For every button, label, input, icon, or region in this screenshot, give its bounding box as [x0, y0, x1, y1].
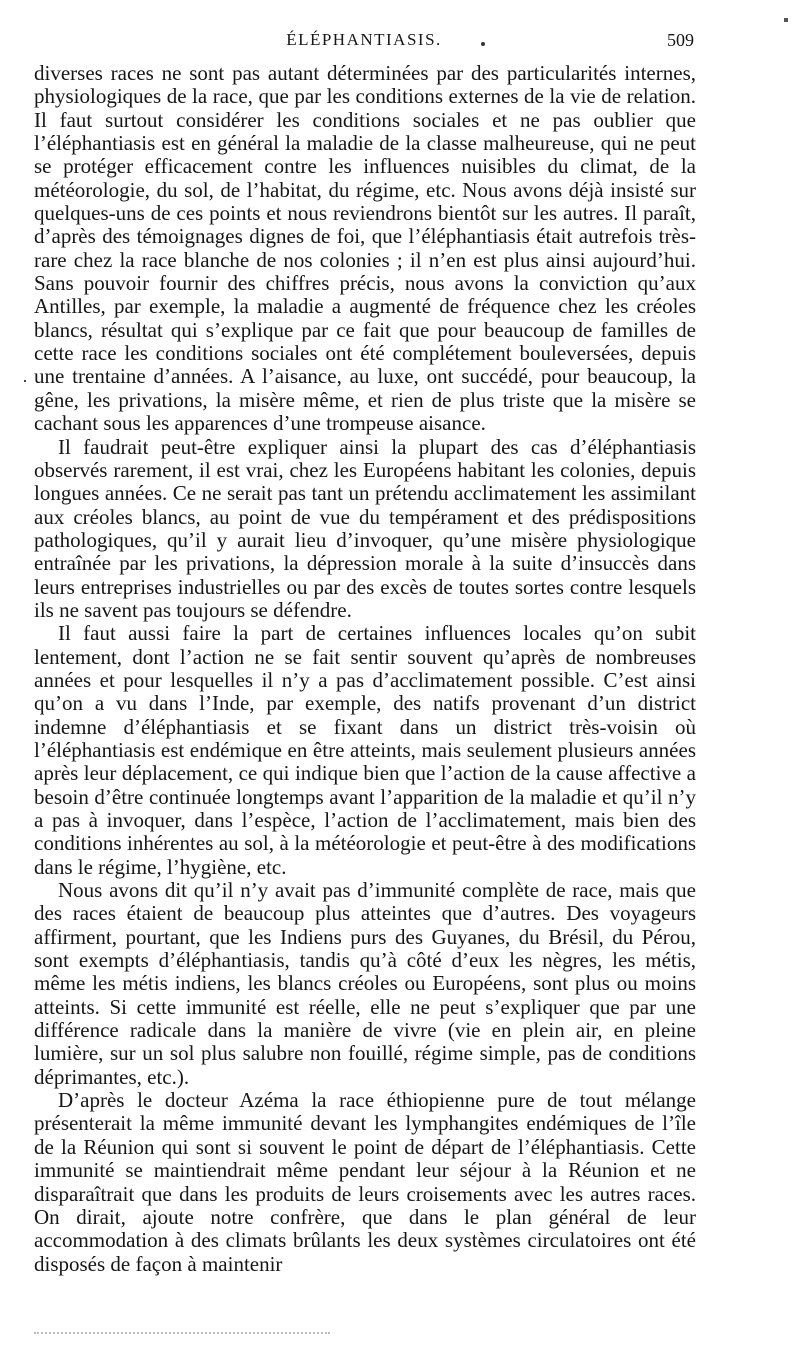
paragraph-continuation: diverses races ne sont pas autant déterminées par des particularités internes, physiologiques de la race, que par les conditions externes de la vie de relation. Il faut surtout considérer les conditions sociales et ne pas oublier que l’éléphantiasis est en général la maladie de la classe malheureuse, qui ne peut se protéger efficacement contre les influences nuisibles du climat, de la météorologie, du sol, de l’habitat, du régime, etc. Nous avons déjà insisté sur quelques-uns de ces points et nous reviendrons bientôt sur les autres. Il paraît, d’après des témoignages dignes de foi, que l’éléphantiasis était autrefois très-rare chez la race blanche de nos colonies ; il n’en est plus ainsi aujourd’hui. Sans pouvoir fournir des chiffres précis, nous avons la conviction qu’aux Antilles, par exemple, la maladie a augmenté de fréquence chez les créoles blancs, résultat qui s’explique par ce fait que pour beaucoup de familles de cette race les conditions sociales ont été complétement bouleversées, depuis une trentaine d’années. A l’aisance, au luxe, ont succédé, pour beaucoup, la gêne, les privations, la misère même, et rien de plus triste que la misère se cachant sous les apparences d’une trompeuse aisance.: [34, 61, 696, 436]
page-header: [34, 28, 694, 56]
paragraph: Il faudrait peut-être expliquer ainsi la plupart des cas d’éléphantiasis observés rarement, il est vrai, chez les Européens habitant les colonies, depuis longues années. Ce ne serait pas tant un prétendu acclimatement les assimilant aux créoles blancs, au point de vue du tempérament et des prédispositions pathologiques, qu’il y aurait lieu d’invoquer, qu’une misère physiologique entraînée par les privations, la dépression morale à la suite d’insuccès dans leurs entreprises industrielles ou par des excès de toutes sortes contre lesquels ils ne savent pas toujours se défendre.: [34, 434, 696, 622]
running-title: ÉLÉPHANTIASIS.: [286, 30, 442, 49]
body-text: [34, 62, 696, 1276]
margin-mark: [784, 18, 788, 22]
paragraph: Il faut aussi faire la part de certaines influences locales qu’on subit lentement, dont l’action ne se fait sentir souvent qu’après de nombreuses années et pour lesquelles il n’y a pas d’acclimatement possible. C’est ainsi qu’on a vu dans l’Inde, par exemple, des natifs provenant d’un district indemne d’éléphantiasis et se fixant dans un district très-voisin où l’éléphantiasis est endémique en être atteints, mais seulement plusieurs années après leur déplacement, ce qui indique bien que l’action de la cause affective a besoin d’être continuée longtemps avant l’apparition de la maladie et qu’il n’y a pas à invoquer, dans l’espèce, l’action de l’acclimatement, mais bien des conditions inhérentes au sol, à la météorologie et peut-être à des modifications dans le régime, l’hygiène, etc.: [34, 621, 696, 879]
paragraph: D’après le docteur Azéma la race éthiopienne pure de tout mélange présenterait la même immunité devant les lymphangites endémiques de l’île de la Réunion qui sont si souvent le point de départ de l’éléphantiasis. Cette immunité se maintiendrait même pendant leur séjour à la Réunion et ne disparaîtrait que dans les produits de leurs croisements avec les autres races. On dirait, ajoute notre confrère, que dans le plan général de leur accommodation à des climats brûlants les deux systèmes circulatoires ont été disposés de façon à maintenir: [34, 1088, 696, 1276]
paragraph: Nous avons dit qu’il n’y avait pas d’immunité complète de race, mais que des races étaient de beaucoup plus atteintes que d’autres. Des voyageurs affirment, pourtant, que les Indiens purs des Guyanes, du Brésil, du Pérou, sont exempts d’éléphantiasis, tandis qu’à côté d’eux les nègres, les métis, même les métis indiens, les blancs créoles ou Européens, sont plus ou moins atteints. Si cette immunité est réelle, elle ne peut s’expliquer que par une différence radicale dans la manière de vivre (vie en plein air, en pleine lumière, sur un sol plus salubre non fouillé, régime simple, pas de conditions déprimantes, etc.).: [34, 878, 696, 1089]
margin-speck: [24, 380, 26, 382]
page-number: 509: [667, 30, 694, 50]
bleed-through-mark: [34, 1332, 330, 1334]
printing-dot: [481, 42, 485, 46]
